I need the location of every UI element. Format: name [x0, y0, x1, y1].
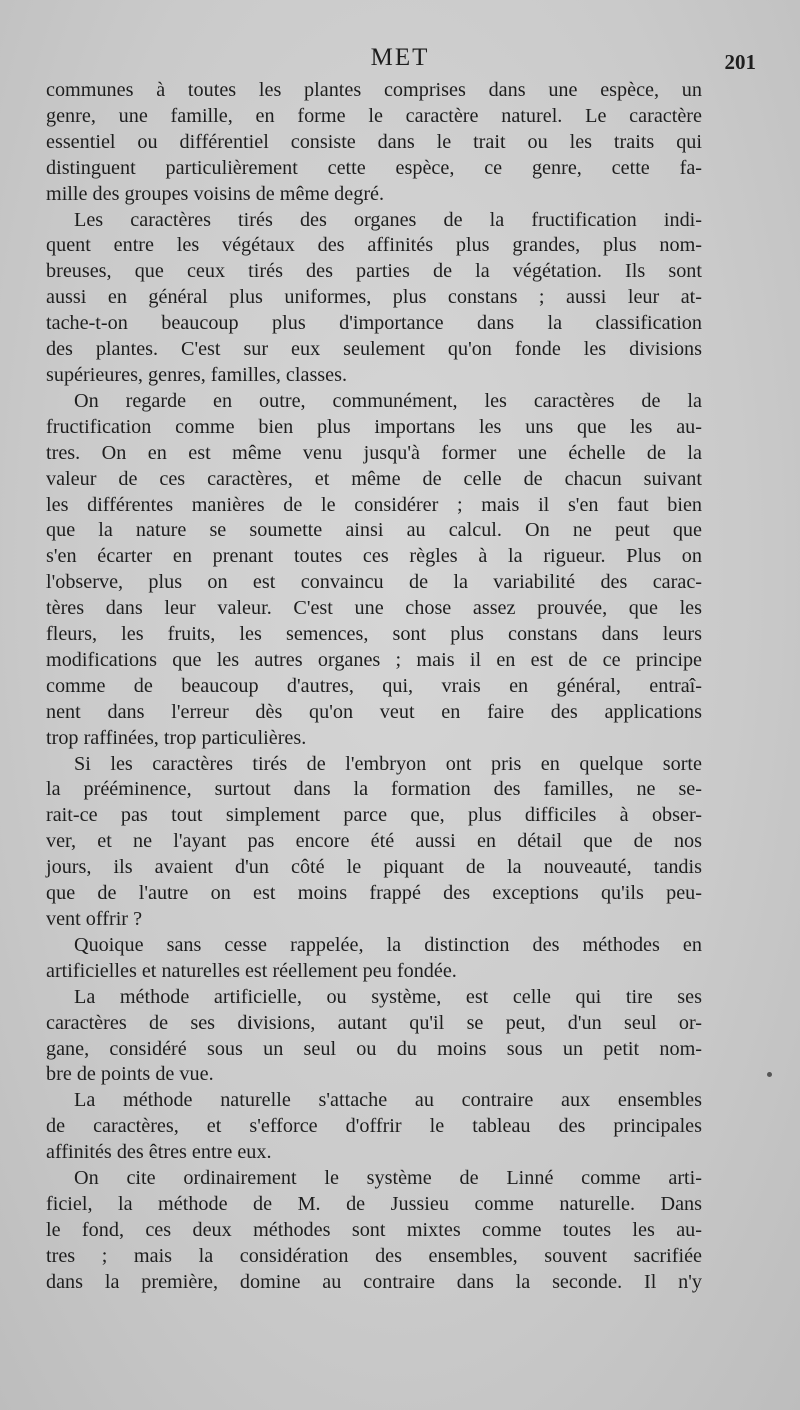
page-number: 201 [724, 50, 756, 74]
text-line: valeur de ces caractères, et même de celle de chacun suivant [46, 467, 702, 490]
text-line: On regarde en outre, communément, les caractères de la [74, 389, 702, 412]
text-line: nent dans l'erreur dès qu'on veut en faire des applications [46, 700, 702, 723]
text-line: dans la première, domine au contraire dans la seconde. Il n'y [46, 1270, 702, 1293]
text-line: jours, ils avaient d'un côté le piquant de la nouveauté, tandis [46, 856, 702, 879]
text-line: l'observe, plus on est convaincu de la variabilité des carac- [46, 571, 702, 594]
text-line: Quoique sans cesse rappelée, la distinction des méthodes en [74, 933, 702, 956]
text-line: gane, considéré sous un seul ou du moins sous un petit nom- [46, 1037, 702, 1060]
text-line: caractères de ses divisions, autant qu'il se peut, d'un seul or- [46, 1011, 702, 1034]
text-line: fleurs, les fruits, les semences, sont plus constans dans leurs [46, 623, 702, 646]
text-line: fructification comme bien plus importans les uns que les au- [46, 415, 702, 438]
text-line: rait-ce pas tout simplement parce que, plus difficiles à obser- [46, 804, 702, 827]
text-line: On cite ordinairement le système de Linné comme arti- [74, 1167, 702, 1190]
text-line: trop raffinées, trop particulières. [46, 726, 307, 749]
text-line: que la nature se soumette ainsi au calcul. On ne peut que [46, 519, 702, 542]
text-line: aussi en général plus uniformes, plus constans ; aussi leur at- [46, 286, 702, 309]
text-line: vent offrir ? [46, 908, 143, 930]
text-line: supérieures, genres, familles, classes. [46, 363, 348, 386]
text-line: quent entre les végétaux des affinités plus grandes, plus nom- [46, 234, 702, 257]
text-line: genre, une famille, en forme le caractère naturel. Le caractère [46, 104, 702, 127]
text-line: artificielles et naturelles est réellement peu fondée. [46, 959, 457, 982]
text-line: La méthode artificielle, ou système, est celle qui tire ses [74, 985, 702, 1008]
text-line: tres. On en est même venu jusqu'à former une échelle de la [46, 441, 702, 464]
text-line: distinguent particulièrement cette espèce, ce genre, cette fa- [46, 156, 702, 179]
text-line: breuses, que ceux tirés des parties de la végétation. Ils sont [46, 260, 702, 283]
text-line: comme de beaucoup d'autres, qui, vrais en général, entraî- [46, 674, 702, 697]
text-line: affinités des êtres entre eux. [46, 1141, 272, 1164]
page-header [0, 44, 800, 74]
text-line: les différentes manières de le considérer ; mais il s'en faut bien [46, 493, 702, 516]
text-line: tres ; mais la considération des ensembles, souvent sacrifiée [46, 1244, 702, 1267]
text-line: bre de points de vue. [46, 1063, 214, 1086]
text-line: de caractères, et s'efforce d'offrir le tableau des principales [46, 1115, 702, 1138]
text-line: tères dans leur valeur. C'est une chose assez prouvée, que les [46, 597, 702, 620]
text-line: ver, et ne l'ayant pas encore été aussi en détail que de nos [46, 830, 702, 853]
text-line: le fond, ces deux méthodes sont mixtes comme toutes les au- [46, 1218, 702, 1241]
text-line: tache-t-on beaucoup plus d'importance dans la classification [46, 312, 702, 335]
running-head: MET [370, 44, 430, 71]
printer-mark [767, 1072, 772, 1077]
text-line: la prééminence, surtout dans la formation des familles, ne se- [46, 778, 702, 801]
text-line: La méthode naturelle s'attache au contraire aux ensembles [74, 1089, 702, 1112]
text-line: modifications que les autres organes ; mais il en est de ce principe [46, 648, 702, 671]
text-line: Si les caractères tirés de l'embryon ont pris en quelque sorte [74, 752, 702, 775]
text-line: mille des groupes voisins de même degré. [46, 182, 385, 205]
text-line: que de l'autre on est moins frappé des exceptions qu'ils peu- [46, 882, 702, 905]
text-line: des plantes. C'est sur eux seulement qu'on fonde les divisions [46, 338, 702, 361]
text-line: s'en écarter en prenant toutes ces règles à la rigueur. Plus on [46, 545, 702, 568]
text-line: Les caractères tirés des organes de la fructification indi- [74, 208, 702, 231]
text-line: ficiel, la méthode de M. de Jussieu comme naturelle. Dans [46, 1192, 702, 1215]
text-line: communes à toutes les plantes comprises dans une espèce, un [46, 79, 702, 101]
body-text [46, 78, 702, 1296]
text-line: essentiel ou différentiel consiste dans le trait ou les traits qui [46, 130, 702, 153]
